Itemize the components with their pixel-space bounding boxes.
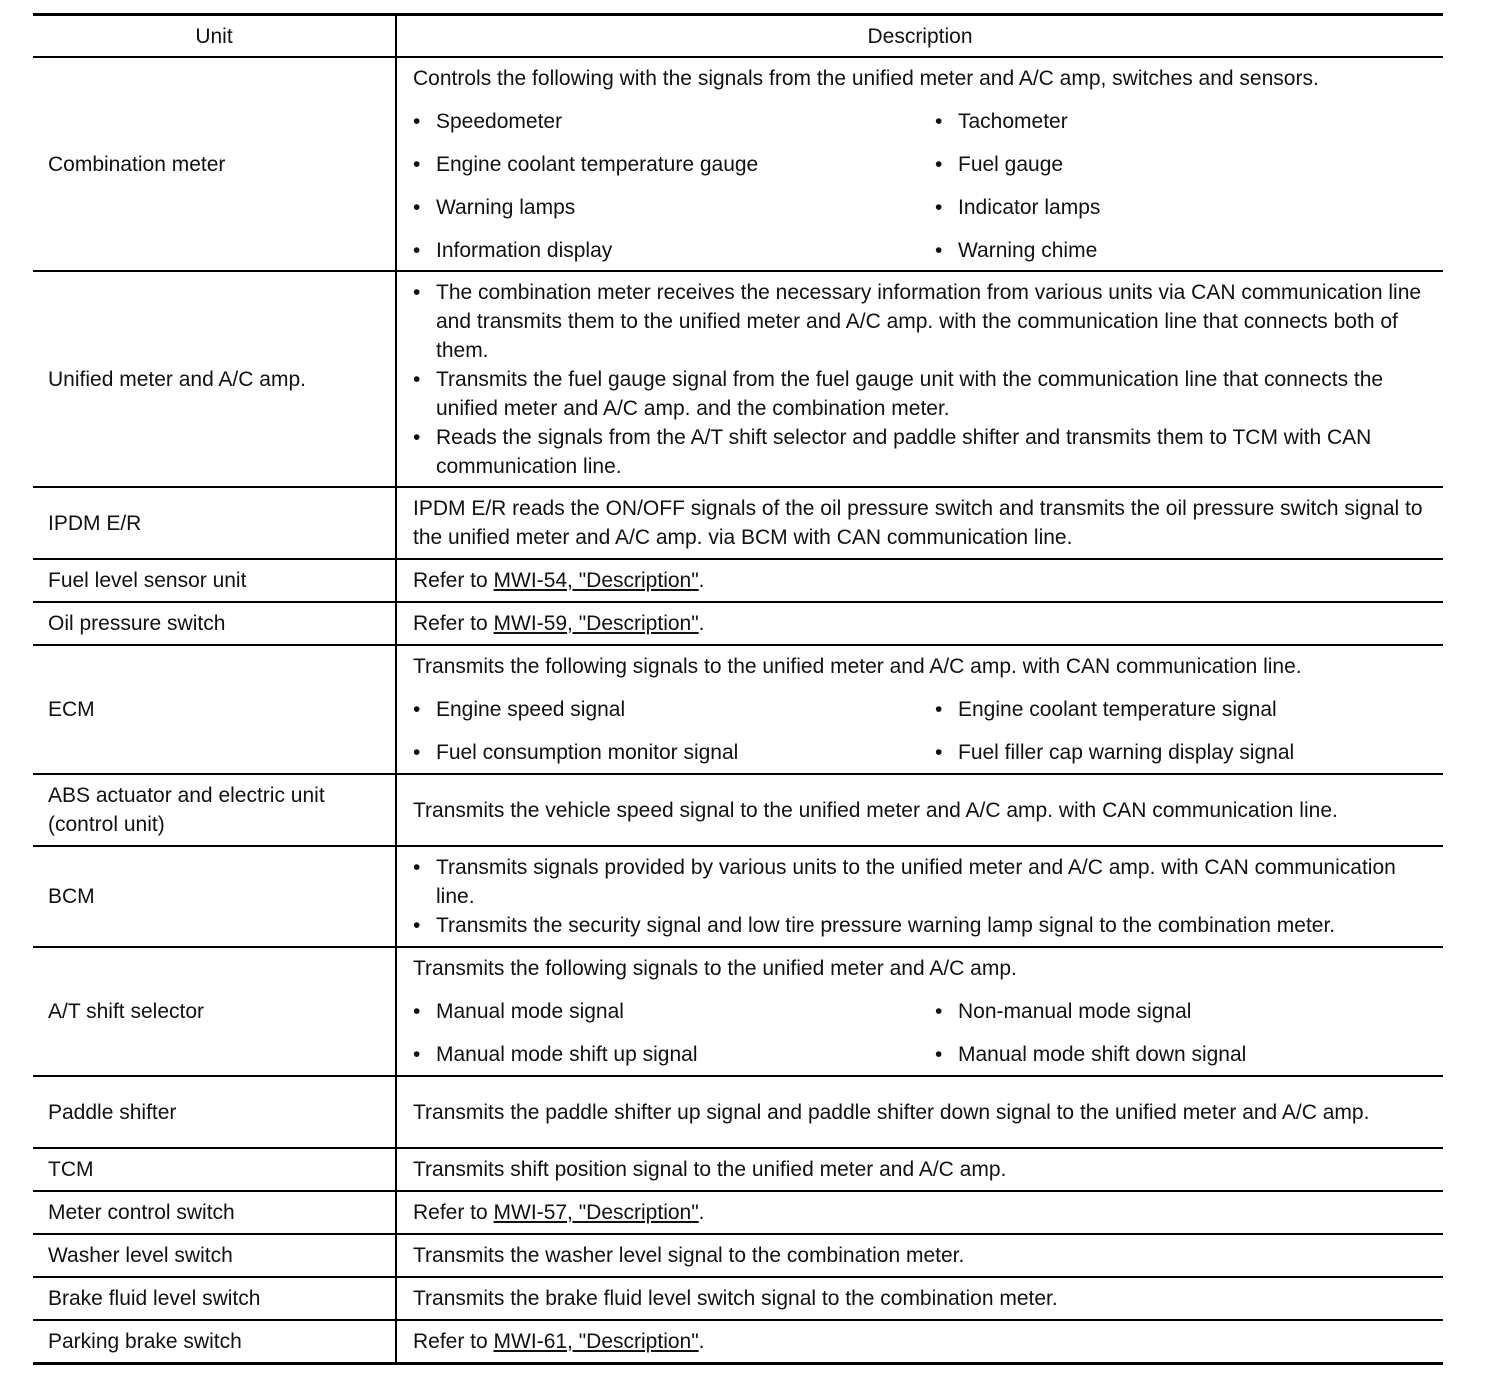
list-item: • Engine coolant temperature signal — [935, 695, 1435, 724]
list-item: • Indicator lamps — [935, 193, 1435, 222]
description-cell — [396, 57, 1443, 271]
unit-cell: Oil pressure switch — [33, 602, 396, 645]
table-row — [33, 846, 1443, 947]
description-cell: Transmits the paddle shifter up signal and paddle shifter down signal to the unified meter and A/C amp. — [396, 1076, 1443, 1148]
bullet-icon: • — [413, 280, 421, 304]
unit-cell: Unified meter and A/C amp. — [33, 271, 396, 487]
bullet-icon: • — [413, 425, 421, 449]
list-item: • Non-manual mode signal — [935, 997, 1435, 1026]
description-cell — [396, 271, 1443, 487]
description-cell: Transmits the brake fluid level switch signal to the combination meter. — [396, 1277, 1443, 1320]
bullet-icon: • — [413, 238, 421, 262]
bullet-icon: • — [413, 195, 421, 219]
header-unit: Unit — [33, 15, 396, 58]
bullet-icon: • — [935, 1000, 943, 1023]
table-row — [33, 57, 1443, 271]
table-row — [33, 1191, 1443, 1234]
bullet-icon: • — [413, 367, 421, 391]
reference-link[interactable]: MWI-59, "Description" — [493, 612, 699, 635]
unit-cell: Fuel level sensor unit — [33, 559, 396, 602]
description-cell — [396, 846, 1443, 947]
bullet-icon: • — [935, 195, 943, 219]
bullet-icon: • — [413, 856, 421, 879]
table-row — [33, 774, 1443, 846]
unit-cell: Brake fluid level switch — [33, 1277, 396, 1320]
list-item: • Manual mode shift up signal — [413, 1040, 935, 1069]
header-description: Description — [396, 15, 1443, 58]
bullet-list — [413, 278, 1435, 481]
unit-cell: ABS actuator and electric unit (control unit) — [33, 774, 396, 846]
unit-cell: BCM — [33, 846, 396, 947]
table-row — [33, 487, 1443, 559]
bullet-icon: • — [413, 109, 421, 133]
description-cell: IPDM E/R reads the ON/OFF signals of the oil pressure switch and transmits the oil pressure switch signal to the unified meter and A/C amp. via BCM with CAN communication line. — [396, 487, 1443, 559]
signal-list — [413, 107, 1435, 265]
list-item: • Engine speed signal — [413, 695, 935, 724]
bullet-icon: • — [935, 152, 943, 176]
list-item: • Reads the signals from the A/T shift selector and paddle shifter and transmits them to TCM with CAN communication line. — [413, 423, 1435, 481]
table-row — [33, 645, 1443, 774]
reference-link[interactable]: MWI-54, "Description" — [493, 569, 699, 592]
list-item: • Speedometer — [413, 107, 935, 136]
unit-cell: ECM — [33, 645, 396, 774]
description-cell: Refer to MWI-61, "Description". — [396, 1320, 1443, 1363]
unit-cell: Combination meter — [33, 57, 396, 271]
table-row — [33, 1320, 1443, 1363]
signal-list — [413, 695, 1435, 767]
table-row — [33, 559, 1443, 602]
list-item: • Fuel filler cap warning display signal — [935, 738, 1435, 767]
table-row — [33, 271, 1443, 487]
unit-description-table — [33, 13, 1443, 1365]
unit-cell: Washer level switch — [33, 1234, 396, 1277]
list-item: • Transmits the security signal and low tire pressure warning lamp signal to the combination meter. — [413, 911, 1435, 940]
bullet-icon: • — [935, 741, 943, 764]
table-row — [33, 1148, 1443, 1191]
description-intro: Transmits the following signals to the unified meter and A/C amp. with CAN communication line. — [413, 655, 1302, 678]
description-cell: Refer to MWI-54, "Description". — [396, 559, 1443, 602]
bullet-icon: • — [413, 741, 421, 764]
list-item: • Tachometer — [935, 107, 1435, 136]
bullet-icon: • — [413, 1000, 421, 1023]
description-intro: Controls the following with the signals from the unified meter and A/C amp, switches and sensors. — [413, 66, 1319, 90]
table-row — [33, 1277, 1443, 1320]
bullet-icon: • — [935, 109, 943, 133]
list-item: • Transmits the fuel gauge signal from the fuel gauge unit with the communication line that connects the unified meter and A/C amp. and the combination meter. — [413, 365, 1435, 423]
unit-cell: A/T shift selector — [33, 947, 396, 1076]
description-cell: Transmits the vehicle speed signal to the unified meter and A/C amp. with CAN communication line. — [396, 774, 1443, 846]
description-cell: Transmits shift position signal to the unified meter and A/C amp. — [396, 1148, 1443, 1191]
reference-link[interactable]: MWI-61, "Description" — [493, 1329, 699, 1353]
header-row — [33, 15, 1443, 58]
list-item: • Information display — [413, 236, 935, 265]
bullet-icon: • — [413, 152, 421, 176]
description-cell: Refer to MWI-57, "Description". — [396, 1191, 1443, 1234]
bullet-icon: • — [413, 914, 421, 937]
table-row — [33, 1234, 1443, 1277]
description-cell: Transmits the washer level signal to the combination meter. — [396, 1234, 1443, 1277]
signal-list — [413, 997, 1435, 1069]
bullet-icon: • — [413, 698, 421, 721]
bullet-list — [413, 853, 1435, 940]
description-cell — [396, 947, 1443, 1076]
unit-cell: Meter control switch — [33, 1191, 396, 1234]
bullet-icon: • — [935, 1043, 943, 1066]
unit-cell: Parking brake switch — [33, 1320, 396, 1363]
bullet-icon: • — [413, 1043, 421, 1066]
unit-cell: TCM — [33, 1148, 396, 1191]
description-intro: Transmits the following signals to the unified meter and A/C amp. — [413, 957, 1017, 980]
bullet-icon: • — [935, 238, 943, 262]
description-cell — [396, 645, 1443, 774]
description-cell: Refer to MWI-59, "Description". — [396, 602, 1443, 645]
unit-cell: IPDM E/R — [33, 487, 396, 559]
table-row — [33, 1076, 1443, 1148]
list-item: • Fuel consumption monitor signal — [413, 738, 935, 767]
list-item: • Manual mode shift down signal — [935, 1040, 1435, 1069]
list-item: • Fuel gauge — [935, 150, 1435, 179]
list-item: • Manual mode signal — [413, 997, 935, 1026]
bullet-icon: • — [935, 698, 943, 721]
table-row — [33, 947, 1443, 1076]
list-item: • Engine coolant temperature gauge — [413, 150, 935, 179]
table-row — [33, 602, 1443, 645]
list-item: • The combination meter receives the necessary information from various units via CAN communication line and transmits them to the unified meter and A/C amp. with the communication line that connects both of them. — [413, 278, 1435, 365]
list-item: • Warning chime — [935, 236, 1435, 265]
reference-link[interactable]: MWI-57, "Description" — [493, 1201, 699, 1224]
list-item: • Transmits signals provided by various units to the unified meter and A/C amp. with CAN communication line. — [413, 853, 1435, 911]
list-item: • Warning lamps — [413, 193, 935, 222]
unit-cell: Paddle shifter — [33, 1076, 396, 1148]
